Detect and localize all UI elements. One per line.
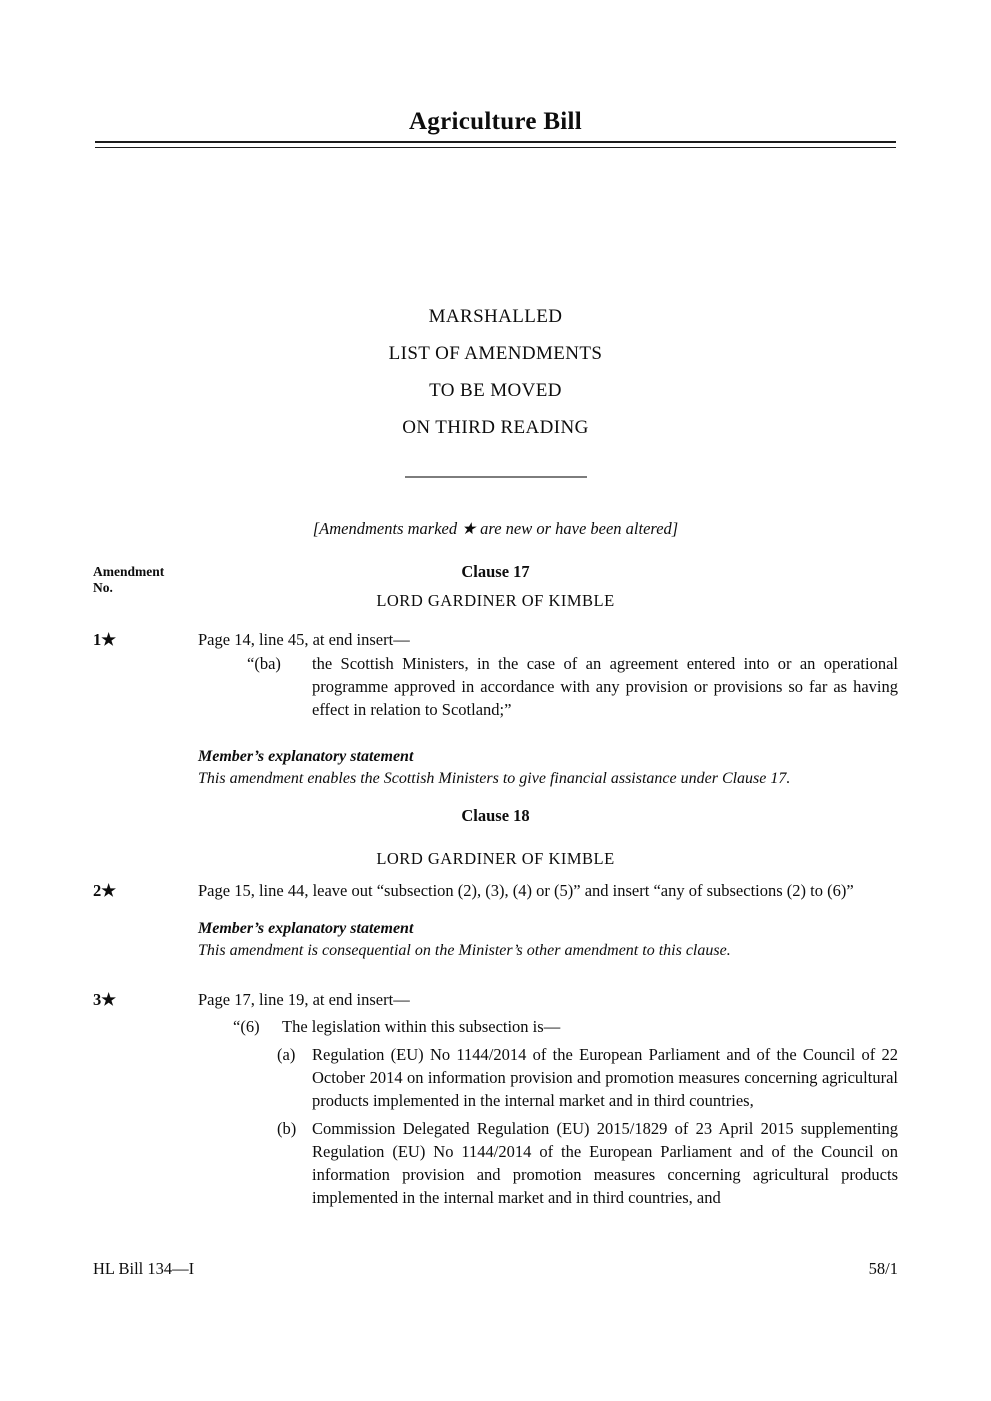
- amendment-3-item-a: [277, 1043, 898, 1112]
- amendment-3-subsection: [233, 1015, 898, 1038]
- amendment-3-item-b-label: (b): [277, 1119, 297, 1139]
- amendment-3-item-b: [277, 1117, 898, 1209]
- heading-line-list: LIST OF AMENDMENTS: [388, 343, 603, 365]
- separator-rule: [405, 476, 587, 478]
- amendment-no-label: [93, 564, 164, 596]
- amendment-3-item-a-text: Regulation (EU) No 1144/2014 of the European Parliament and of the Council of 22 October 2014 on information provision and promotion measures concerning agricultural products implemented in the internal market and in third countries,: [312, 1045, 898, 1111]
- amendment-no-label-line2: No.: [93, 580, 113, 596]
- amendment-1-paragraph-label: “(ba): [247, 654, 281, 674]
- amendment-3-subsection-label: “(6): [233, 1017, 260, 1037]
- amendment-2-explanation-text: This amendment is consequential on the Minister’s other amendment to this clause.: [198, 941, 731, 959]
- footer-page-ref: 58/1: [868, 1259, 898, 1278]
- page-footer: [93, 1259, 898, 1279]
- explanatory-heading: Member’s explanatory statement: [198, 920, 414, 938]
- amendment-3: [93, 988, 898, 1209]
- marshalled-heading: [0, 298, 991, 446]
- explanatory-heading: Member’s explanatory statement: [198, 748, 414, 766]
- clause-18-sponsor: LORD GARDINER OF KIMBLE: [376, 849, 615, 869]
- clause-17-heading: Clause 17: [461, 562, 530, 582]
- amendment-3-item-a-label: (a): [277, 1045, 296, 1065]
- clause-17-sponsor: LORD GARDINER OF KIMBLE: [376, 591, 615, 611]
- amendment-2: [93, 879, 898, 902]
- amendment-3-item-b-text: Commission Delegated Regulation (EU) 2015/1829 of 23 April 2015 supplementing Regulation (EU) No 1144/2014 of the European Parliament and of the Council on information provision and promotion measures concerning agricultural products implemented in the internal market and in third countries, and: [312, 1119, 898, 1208]
- amendment-1: [93, 628, 898, 721]
- footer-bill-number: HL Bill 134—I: [93, 1259, 195, 1278]
- amendment-no-label-line1: Amendment: [93, 564, 165, 580]
- amendment-1-explanatory: [198, 746, 898, 789]
- amendments-marked-note: [Amendments marked ★ are new or have been altered]: [312, 519, 679, 539]
- page-title: Agriculture Bill: [408, 108, 583, 135]
- heading-line-moved: TO BE MOVED: [429, 380, 562, 402]
- amendment-2-number: 2★: [93, 881, 117, 901]
- clause-18-heading: Clause 18: [461, 806, 530, 826]
- amendment-3-subsection-text: The legislation within this subsection is—: [282, 1017, 561, 1037]
- clause-17-header-row: [0, 562, 991, 596]
- amendment-1-number: 1★: [93, 630, 117, 650]
- heading-line-reading: ON THIRD READING: [402, 417, 589, 439]
- heading-line-marshalled: MARSHALLED: [428, 306, 563, 328]
- amendment-1-inserted-text: [247, 652, 898, 721]
- amendment-2-instruction: Page 15, line 44, leave out “subsection (2), (3), (4) or (5)” and insert “any of subsections (2) to (6)”: [198, 881, 854, 901]
- amendment-3-instruction: Page 17, line 19, at end insert—: [198, 990, 410, 1010]
- amendment-1-instruction: Page 14, line 45, at end insert—: [198, 630, 410, 650]
- amendment-1-explanation-text: This amendment enables the Scottish Ministers to give financial assistance under Clause 17.: [198, 769, 791, 787]
- title-double-rule: [95, 141, 896, 148]
- amendment-1-paragraph-text: the Scottish Ministers, in the case of an agreement entered into or an operational programme approved in accordance with any provision or provisions so far as having effect in relation to Scotland;”: [312, 654, 898, 720]
- amendment-3-number: 3★: [93, 990, 117, 1010]
- amendment-2-explanatory: [198, 918, 898, 961]
